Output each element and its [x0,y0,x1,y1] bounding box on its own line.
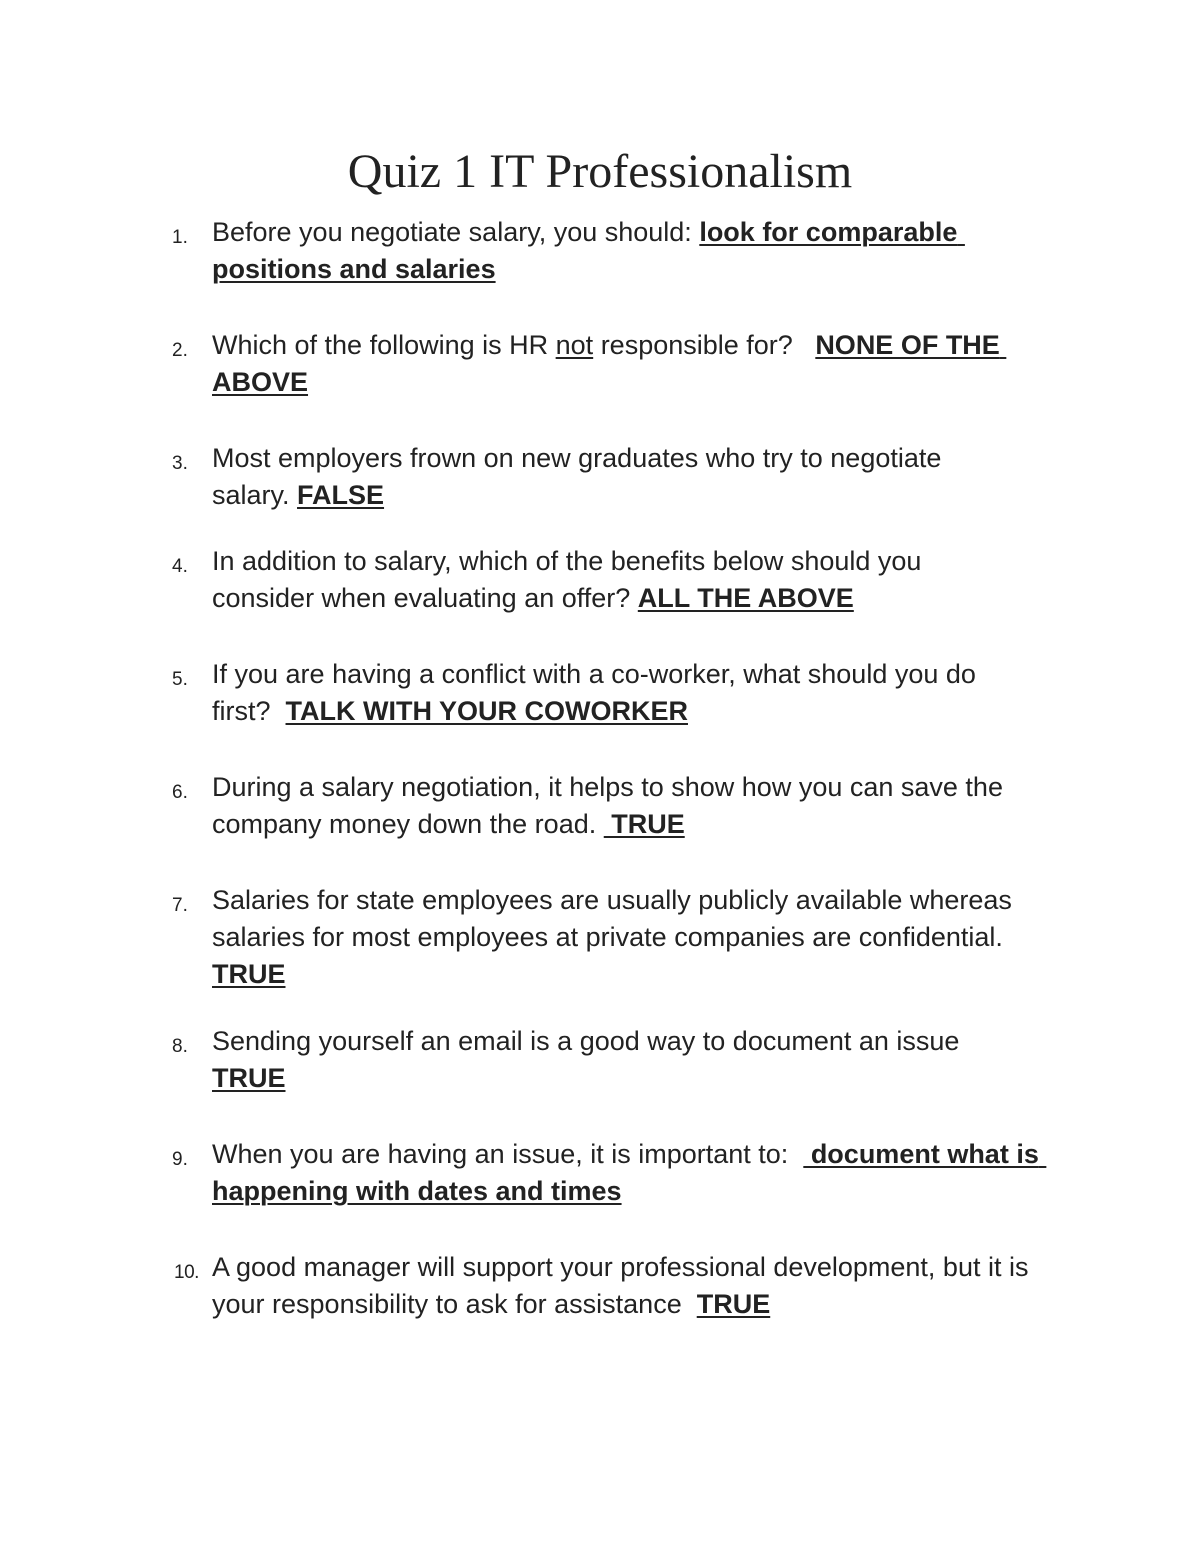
question-answer: document what is happening with dates and times [212,1139,1047,1206]
question-answer: TRUE [212,959,286,989]
question-number: 4. [172,556,188,577]
question-prompt: A good manager will support your professional development, but it is your responsibility to ask for assistance [212,1252,1036,1319]
question-answer: TRUE [696,1289,771,1319]
question-prompt: In addition to salary, which of the benefits below should you consider when evaluating an offer? [212,546,922,613]
question-text [212,1249,1057,1323]
question-number: 7. [172,895,188,916]
question-text [212,214,1072,288]
question-text [212,1023,1012,1097]
question-text [212,1136,1062,1210]
question-number: 10. [174,1262,199,1283]
question-answer: ALL THE ABOVE [637,583,854,613]
question-number: 8. [172,1036,188,1057]
question-answer: TRUE [212,1063,286,1093]
question-answer: NONE OF THE ABOVE [212,330,1007,397]
question-prompt: Salaries for state employees are usually publicly available whereas salaries for most employees at private companies are confidential. [212,885,1012,952]
question-text [212,882,1062,993]
question-prompt: Most employers frown on new graduates who try to negotiate salary. [212,443,942,510]
question-answer: TRUE [603,809,685,839]
question-number: 9. [172,1149,188,1170]
question-prompt: When you are having an issue, it is important to: [212,1139,804,1169]
question-prompt: Sending yourself an email is a good way to document an issue [212,1026,960,1056]
question-text [212,543,992,617]
question-number: 6. [172,782,188,803]
question-number: 5. [172,669,188,690]
question-text [212,440,1012,514]
question-prompt: During a salary negotiation, it helps to show how you can save the company money down the road. [212,772,1003,839]
question-prompt: If you are having a conflict with a co-worker, what should you do first? [212,659,984,726]
question-prompt-start: Which of the following is HR [212,330,556,360]
page-title: Quiz 1 IT Professionalism [347,145,853,198]
question-prompt-emphasis: not [555,330,594,360]
question-answer: look for comparable positions and salaries [212,217,965,284]
question-answer: TALK WITH YOUR COWORKER [285,696,688,726]
question-prompt-end: responsible for? [593,330,816,360]
question-text [212,656,1032,730]
question-prompt: Before you negotiate salary, you should: [212,217,700,247]
question-answer: FALSE [297,480,385,510]
question-number: 3. [172,453,188,474]
question-number: 1. [172,227,188,248]
question-text [212,327,1052,401]
question-text [212,769,1062,843]
question-number: 2. [172,340,188,361]
